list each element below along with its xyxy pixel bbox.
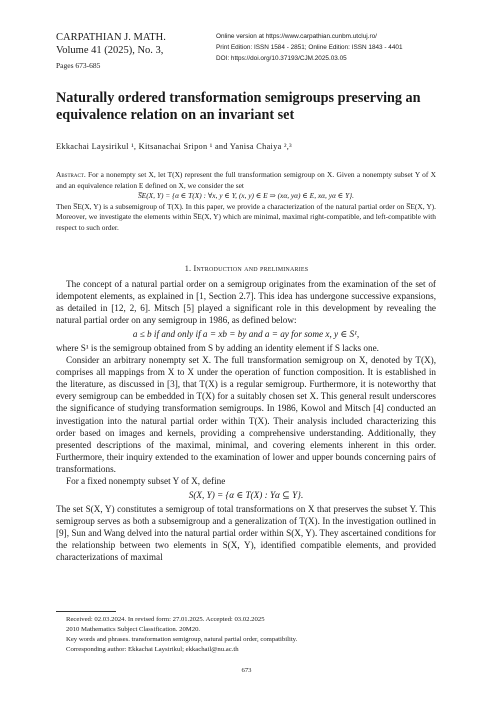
page-range: Pages 673-685 [56, 61, 101, 70]
abstract-text-1: For a nonempty set X, let T(X) represent the full transformation semigroup on X. Given a nonempty subset Y of X and an equivalence relation E defined on X, we consider the set [56, 170, 436, 190]
abstract-formula: S̅E(X, Y) = {α ∈ T(X) : ∀x, y ∈ Y, (x, y) ∈ E ⇒ (xα, yα) ∈ E, xα, yα ∈ Y}. [137, 191, 354, 200]
publication-info [216, 31, 403, 64]
page-number: 673 [241, 667, 252, 674]
footnote-rule [56, 611, 116, 612]
body-text [56, 278, 436, 563]
paragraph: The set S(X, Y) constitutes a semigroup of total transformations on X that preserves the subset Y. This semigroup serves as both a subsemigroup and a generalization of T(X). In the investigation outlined in [9], Sun and Wang delved into the natural partial order within S(X, Y). They ascertained conditions for the relationship between two elements in S(X, Y), identified compatible elements, and provided characterizations of maximal [56, 503, 436, 563]
issn-info: Print Edition: ISSN 1584 - 2851; Online Edition: ISSN 1843 - 4401 [216, 44, 403, 51]
volume-info: Volume 41 (2025), No. 3, [56, 45, 164, 56]
set-definition-formula: S(X, Y) = {α ∈ T(X) : Yα ⊆ Y}. [188, 489, 304, 500]
footnotes [66, 615, 297, 655]
abstract-text-2: Then S̅E(X, Y) is a subsemigroup of T(X). In this paper, we provide a characterization of the natural partial order on S̅E(X, Y). Moreover, we investigate the elements within S̅E(X, Y) which are minimal, maximal right-compatible, and left-compatible with respect to such order. [56, 201, 436, 232]
paragraph: For a fixed nonempty subset Y of X, define [66, 475, 226, 486]
abstract [56, 170, 436, 233]
paragraph: The concept of a natural partial order on a semigroup originates from the examination of the set of idempotent elements, as explained in [1, Section 2.7]. This idea has undergone successive expansions, as detailed in [12, 2, 6]. Mitsch [5] played a significant role in this development by revealing the natural partial order on any semigroup in 1986, as defined below: [56, 279, 436, 326]
online-version: Online version at https://www.carpathian.cunbm.utcluj.ro/ [216, 33, 377, 40]
corresponding-author: Corresponding author: Ekkachai Laysirikul; ekkachail@nu.ac.th [66, 646, 239, 653]
doi-info: DOI: https://doi.org/10.37193/CJM.2025.03.05 [216, 55, 347, 62]
msc-classification: 2010 Mathematics Subject Classification. 20M20. [66, 626, 201, 633]
paragraph: Consider an arbitrary nonempty set X. The full transformation semigroup on X, denoted by T(X), comprises all mappings from X to X under the operation of function composition. It is established in the literature, as discussed in [3], that T(X) is a regular semigroup. Furthermore, it is noteworthy that every semigroup can be embedded in T(X) for a suitably chosen set X. This general result underscores the significance of studying transformation semigroups. In 1986, Kowol and Mitsch [4] conducted an investigation into the natural partial order within T(X). Their analysis included characterizing this order based on images and kernels, providing a comprehensive understanding. Additionally, they presented descriptions of the maximal, minimal, and covering elements inherent in this order. Furthermore, their inquiry extended to the examination of lower and upper bounds concerning pairs of transformations. [56, 355, 436, 474]
section-heading: 1. Introduction and preliminaries [184, 264, 309, 273]
paper-title: Naturally ordered transformation semigroups preserving an equivalence relation on an invariant set [56, 90, 421, 123]
journal-name: CARPATHIAN J. MATH. [56, 32, 166, 43]
paragraph: where S¹ is the semigroup obtained from S by adding an identity element if S lacks one. [56, 343, 379, 354]
author-list: Ekkachai Laysirikul ¹, Kitsanachai Sripon ¹ and Yanisa Chaiya ²,³ [56, 142, 292, 151]
order-definition-formula: a ≤ b if and only if a = xb = by and a = ay for some x, y ∈ S¹, [132, 329, 360, 340]
keywords: Key words and phrases. transformation semigroup, natural partial order, compatibility. [66, 636, 298, 643]
journal-header [56, 31, 166, 72]
received-dates: Received: 02.03.2024. In revised form: 27.01.2025. Accepted: 03.02.2025 [66, 616, 265, 623]
abstract-label: Abstract. [56, 170, 86, 179]
